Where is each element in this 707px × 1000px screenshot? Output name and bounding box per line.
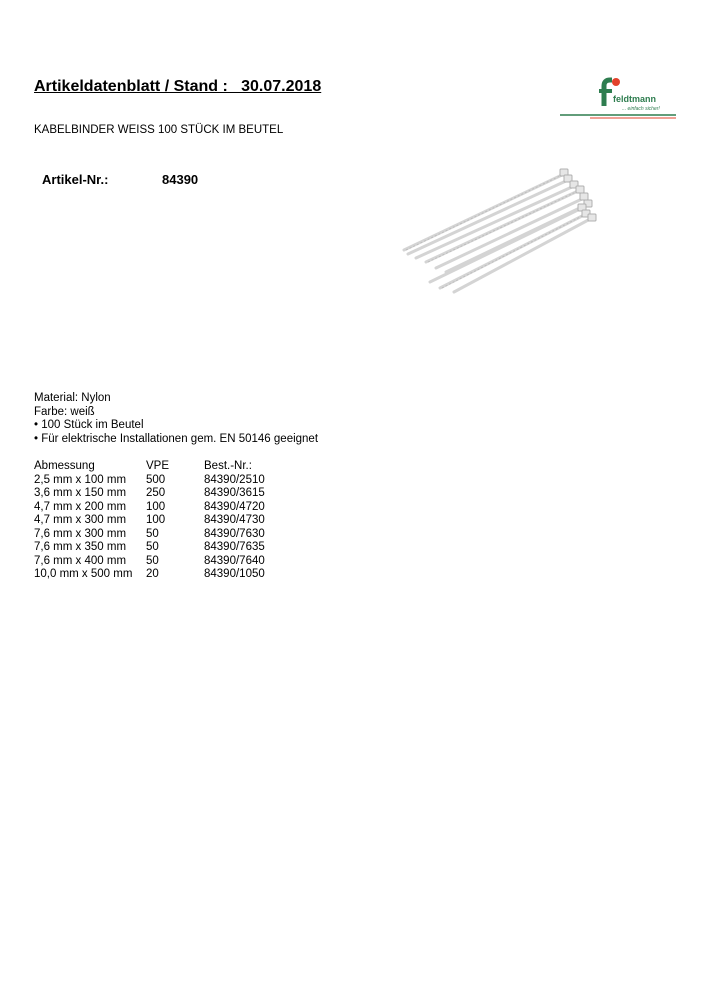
- product-subtitle: KABELBINDER WEISS 100 STÜCK IM BEUTEL: [34, 124, 284, 136]
- page-title: Artikeldatenblatt / Stand : 30.07.2018: [34, 78, 322, 95]
- logo-brand: feldtmann: [613, 94, 657, 104]
- order-number-cell: 84390/7635: [204, 541, 265, 553]
- cable-ties-image: [396, 160, 606, 300]
- order-number-cell: 84390/4720: [204, 500, 265, 513]
- column-header-vpe: VPE: [146, 460, 170, 472]
- order-number-cell: 84390/1050: [204, 568, 265, 580]
- table-row: [34, 568, 284, 582]
- table-header-row: [34, 460, 284, 474]
- dimension-cell: 3,6 mm x 150 mm: [34, 487, 127, 499]
- vpe-cell: 500: [146, 473, 166, 486]
- dimension-cell: 7,6 mm x 300 mm: [34, 527, 127, 540]
- order-number-cell: 84390/7630: [204, 527, 265, 540]
- table-row: [34, 528, 284, 542]
- material-line: Material: Nylon: [34, 392, 111, 404]
- column-header-dimension: Abmessung: [34, 460, 95, 472]
- column-header-order-number: Best.-Nr.:: [204, 460, 252, 472]
- article-number-value: 84390: [162, 172, 199, 187]
- color-line: Farbe: weiß: [34, 405, 95, 418]
- dimensions-table: [34, 460, 284, 582]
- vpe-cell: 50: [146, 554, 159, 567]
- dimension-cell: 7,6 mm x 400 mm: [34, 554, 127, 567]
- table-row: [34, 555, 284, 569]
- dimension-cell: 2,5 mm x 100 mm: [34, 473, 127, 486]
- order-number-cell: 84390/7640: [204, 554, 265, 567]
- feature-bullet: • Für elektrische Installationen gem. EN 50146 geeignet: [34, 432, 319, 445]
- feldtmann-logo: [560, 72, 676, 122]
- dimension-cell: 4,7 mm x 200 mm: [34, 500, 127, 513]
- vpe-cell: 100: [146, 514, 166, 526]
- feature-bullet: • 100 Stück im Beutel: [34, 419, 144, 431]
- dimension-cell: 10,0 mm x 500 mm: [34, 568, 133, 580]
- dimension-cell: 7,6 mm x 350 mm: [34, 541, 127, 553]
- product-description: [34, 392, 318, 446]
- table-row: [34, 541, 284, 555]
- vpe-cell: 20: [146, 568, 159, 580]
- article-number-label: Artikel-Nr.:: [42, 172, 109, 187]
- dimension-cell: 4,7 mm x 300 mm: [34, 514, 127, 526]
- vpe-cell: 50: [146, 541, 159, 553]
- vpe-cell: 250: [146, 487, 166, 499]
- table-row: [34, 487, 284, 501]
- order-number-cell: 84390/2510: [204, 473, 265, 486]
- table-row: [34, 514, 284, 528]
- order-number-cell: 84390/3615: [204, 487, 265, 499]
- order-number-cell: 84390/4730: [204, 514, 265, 526]
- vpe-cell: 50: [146, 527, 159, 540]
- vpe-cell: 100: [146, 500, 166, 513]
- table-row: [34, 501, 284, 515]
- table-row: [34, 474, 284, 488]
- logo-slogan: ... einfach sicher!: [622, 106, 660, 112]
